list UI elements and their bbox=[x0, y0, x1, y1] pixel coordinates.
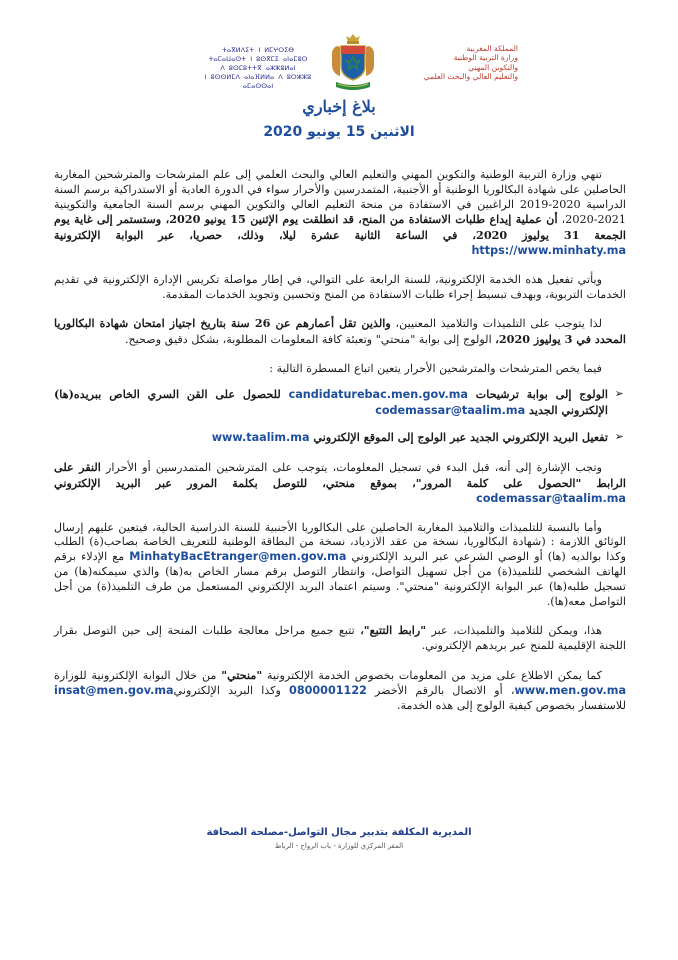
bullet-text: تفعيل البريد الإلكتروني الجديد عبر الولوج إلى الموقع الإلكتروني bbox=[309, 430, 608, 445]
paragraph-7 bbox=[54, 623, 626, 654]
paragraph-6 bbox=[54, 521, 626, 610]
paragraph-text: للاستفسار بخصوص كيفية الولوج إلى هذه الخدمة. bbox=[396, 698, 626, 712]
paragraph-text: ، أو الاتصال بالرقم الأخضر bbox=[366, 683, 515, 697]
paragraph-text: لذا يتوجب على التلميذات والتلاميذ المعنيين، bbox=[390, 317, 602, 331]
moroccan-coat-of-arms-emblem bbox=[328, 32, 378, 94]
arabic-line: المملكة المغربية bbox=[466, 44, 518, 53]
paragraph-text: فيما يخص المترشحات والمترشحين الأحرار يتعين اتباع المسطرة التالية : bbox=[269, 361, 602, 375]
arabic-line: والتعليم العالي والبحث العلمي bbox=[423, 72, 518, 82]
bullet-text: للحصول على القن السري الخاص ببريده(ها) الإلكتروني الجديد bbox=[54, 386, 608, 417]
paragraph-bold-text: أن عملية إيداع طلبات الاستفادة من المنح، قد انطلقت يوم الإثنين 15 يونيو 2020، وستستمر إلى غاية يوم الجمعة 31 يوليوز 2020، في الساعة الثانية عشرة ليلا، وذلك، حصريا، عبر البوابة الإلكترونية bbox=[54, 212, 627, 243]
tifinagh-line: ⴷ ⵓⵙⵎⵓⵜⵜⴳ ⴰⵣⵣⵓⵍⴰⵏ bbox=[220, 64, 296, 72]
paragraph-text: كما يمكن الاطلاع على مزيد من المعلومات بخصوص الخدمة الإلكترونية bbox=[262, 668, 602, 682]
men-gov-link[interactable]: www.men.gov.ma bbox=[514, 683, 626, 697]
candidaturebac-link[interactable]: candidaturebac.men.gov.ma bbox=[288, 387, 468, 401]
footer-directorate: المديرية المكلفة بتدبير مجال التواصل-مصلحة الصحافة bbox=[206, 827, 472, 838]
tifinagh-line: ⵏ ⵓⵙⵙⵍⵎⴷ ⴰⵏⴰⴼⵍⵍⴰ ⴷ ⵓⵔⵣⵣⵓ ⴰⵎⴰⵙⵙⴰⵏ bbox=[204, 73, 312, 90]
document-title: بلاغ إخباري bbox=[302, 97, 376, 116]
arabic-line: وزارة التربية الوطنية bbox=[453, 53, 518, 63]
paragraph-text: الولوج إلى بوابة "منحتي" وتعبئة كافة المعلومات المطلوبة، بشكل دقيق وصحيح. bbox=[124, 333, 496, 347]
paragraph-text: ويأتي تفعيل هذه الخدمة الإلكترونية، للسنة الرابعة على التوالي، في إطار مواصلة تكريس الإدارة الإلكترونية في تقديم الخدمات التربوية، وبهدف تبسيط إجراء طلبات الاستفادة من المنح وتحسين وتجويد الخدمات المقدمة. bbox=[54, 272, 626, 301]
checkmark-bullet-icon: ➢ bbox=[614, 430, 624, 444]
letterhead-tifinagh bbox=[198, 46, 318, 91]
minhaty-link[interactable]: https://www.minhaty.ma bbox=[471, 243, 626, 257]
paragraph-4 bbox=[54, 362, 626, 377]
checkmark-bullet-icon: ➢ bbox=[614, 386, 624, 400]
tifinagh-line: ⵜⴰⵎⴰⵡⴰⵙⵜ ⵏ ⵓⵙⴳⵎⵉ ⴰⵏⴰⵎⵓⵔ bbox=[208, 55, 308, 63]
bullet-text: الولوج إلى بوابة ترشيحات bbox=[467, 386, 608, 401]
title-block bbox=[0, 97, 678, 141]
insat-email-link[interactable]: insat@men.gov.ma bbox=[54, 683, 174, 697]
paragraph-bold-text: والذين تقل أعمارهم عن 26 سنة بتاريخ اجتياز امتحان شهادة البكالوريا المحدد في 3 يوليوز 2020، bbox=[54, 316, 626, 347]
paragraph-8 bbox=[54, 668, 626, 713]
paragraph-5 bbox=[54, 460, 626, 506]
paragraph-text: هذا، ويمكن للتلاميذ والتلميذات، عبر bbox=[426, 624, 602, 638]
tifinagh-line: ⵜⴰⴳⵍⴷⵉⵜ ⵏ ⵍⵎⵖⵔⵉⴱ bbox=[221, 46, 295, 54]
paragraph-text: تنهي وزارة التربية الوطنية والتكوين المهني والتعليم العالي والبحث العلمي إلى علم المترشحات والمترشحين المغاربة الحاصلين على شهادة البكالوريا الوطنية أو الأجنبية، المتمدرسين والأحرار سواء في الدورة العادية أو الاستدراكية برسم السنة الدراسية 2020-2019 الراغبين في الاستفادة من منحة التعليم العالي والتكوين المهني برسم السنة الجامعية والتكوينية 2021-2020، bbox=[54, 168, 627, 227]
minhaty-service-name: "منحتي" bbox=[221, 667, 263, 682]
arabic-line: والتكوين المهني bbox=[468, 62, 518, 72]
footer bbox=[0, 826, 678, 851]
paragraph-text: وتجب الإشارة إلى أنه، قبل البدء في تسجيل المعلومات، يتوجب على المترشحين المتمدرسين أو الأحرار bbox=[100, 461, 602, 475]
paragraph-text: وكذا البريد الإلكتروني bbox=[173, 683, 290, 697]
paragraph-3 bbox=[54, 316, 626, 348]
letterhead-arabic bbox=[388, 44, 518, 82]
bullet-item-2 bbox=[54, 430, 626, 446]
bac-etranger-email-link[interactable]: MinhatyBacEtranger@men.gov.ma bbox=[129, 550, 347, 564]
paragraph-text: وأما بالنسبة للتلميذات والتلاميذ المغاربة الحاصلين على البكالوريا الأجنبية للسنة الدراسية الحالية، فيتعين عليهم إرسال الوثائق اللازمة : (شهادة البكالوريا، نسخة من عقد الازدياد، نسخة من البطاقة الوطنية للتعريف الخاصة بصاحب(ة) الطلب وكذا بوالديه (ها) أو الوصي الشرعي عبر البريد الإلكتروني bbox=[54, 520, 626, 564]
paragraph-text: من خلال البوابة الإلكترونية للوزارة bbox=[54, 668, 222, 682]
codemassar-email-link[interactable]: codemassar@taalim.ma bbox=[375, 403, 526, 417]
document-date: الاثنين 15 يونيو 2020 bbox=[263, 124, 415, 140]
bullet-item-1 bbox=[54, 387, 626, 419]
codemassar-email-link[interactable]: codemassar@taalim.ma bbox=[476, 491, 626, 505]
taalim-link[interactable]: www.taalim.ma bbox=[211, 431, 310, 445]
footer-address: المقر المركزي للوزارة - باب الرواح - الرباط bbox=[274, 842, 404, 850]
green-phone-number[interactable]: 0800001122 bbox=[289, 683, 367, 697]
paragraph-text: مع الإدلاء برقم الهاتف الشخصي للتلميذ(ة) من أجل تسهيل التواصل، وانتظار التوصل برقم مسار الخاص به(ها) والذي سيمكنه(ها) من تسجيل طلبه(ها) عبر البوابة الإلكترونية "منحتي". وسيتم اعتماد البريد الإلكتروني المستعمل من طرف التلميذ(ة) من أجل التواصل معه(ها). bbox=[54, 550, 626, 608]
tracking-link-label: "رابط التتبع"، bbox=[360, 623, 427, 638]
paragraph-text: تتبع جميع مراحل معالجة طلبات المنحة إلى حين التوصل بقرار اللجنة الإقليمية للمنح عبر بريدهم الإلكتروني. bbox=[54, 624, 626, 653]
document-body bbox=[54, 168, 626, 727]
paragraph-1 bbox=[54, 168, 626, 259]
paragraph-2 bbox=[54, 273, 626, 303]
paragraph-bold-text: النقر على الرابط "الحصول على كلمة المرور"، بموقع منحتي، للتوصل بكلمة المرور عبر البريد الإلكتروني bbox=[54, 460, 626, 490]
